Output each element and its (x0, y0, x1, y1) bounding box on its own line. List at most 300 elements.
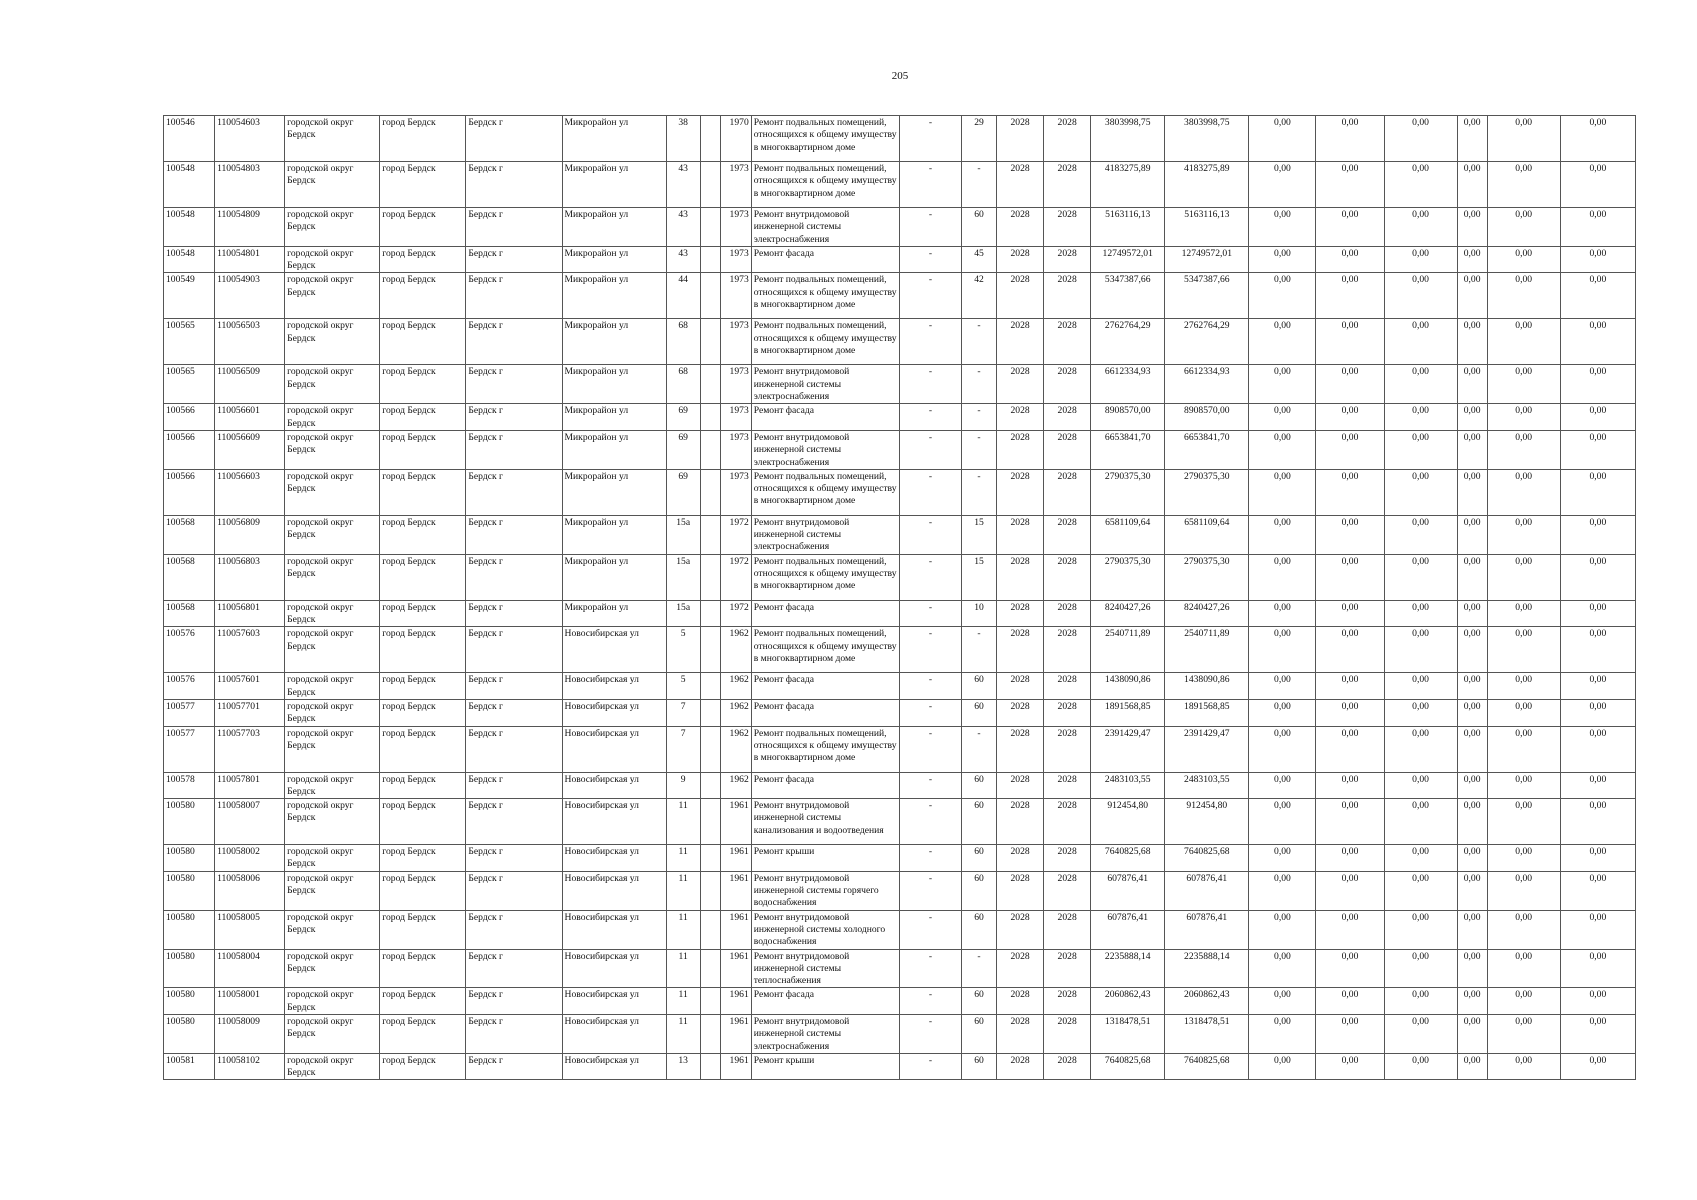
table-row (164, 871, 1636, 910)
house-number-cell: 38 (666, 116, 700, 162)
mark-cell: - (899, 1053, 961, 1080)
work-code-cell: 110057603 (215, 627, 285, 673)
locality-cell: Бердск г (466, 726, 562, 772)
plan-year-to-cell: 2028 (1044, 430, 1091, 469)
fund-3-cell: 0,00 (1384, 726, 1457, 772)
fund-6-cell: 0,00 (1560, 554, 1635, 600)
fund-3-cell: 0,00 (1384, 910, 1457, 949)
table-row (164, 799, 1636, 845)
row-id-cell: 100568 (164, 515, 215, 554)
city-cell: город Бердск (380, 772, 466, 799)
city-cell: город Бердск (380, 726, 466, 772)
house-number-cell: 9 (666, 772, 700, 799)
fund-4-cell: 0,00 (1457, 116, 1487, 162)
plan-year-to-cell: 2028 (1044, 772, 1091, 799)
fund-3-cell: 0,00 (1384, 699, 1457, 726)
table-row (164, 673, 1636, 700)
district-cell: городской округ Бердск (285, 799, 380, 845)
wear-cell: - (962, 365, 997, 404)
plan-year-to-cell: 2028 (1044, 673, 1091, 700)
fund-5-cell: 0,00 (1487, 726, 1560, 772)
house-number-cell: 15а (666, 515, 700, 554)
house-number-cell: 11 (666, 799, 700, 845)
fund-1-cell: 0,00 (1249, 430, 1316, 469)
house-number-cell: 69 (666, 404, 700, 431)
district-cell: городской округ Бердск (285, 365, 380, 404)
fund-1-cell: 0,00 (1249, 910, 1316, 949)
work-type-cell: Ремонт фасада (751, 673, 899, 700)
build-year-cell: 1961 (720, 1014, 751, 1053)
work-type-cell: Ремонт подвальных помещений, относящихся к общему имуществу в многоквартирном доме (751, 273, 899, 319)
fund-6-cell: 0,00 (1560, 910, 1635, 949)
mark-cell: - (899, 871, 961, 910)
fund-2-cell: 0,00 (1316, 1014, 1384, 1053)
row-id-cell: 100566 (164, 469, 215, 515)
build-year-cell: 1973 (720, 208, 751, 247)
table-row (164, 430, 1636, 469)
work-code-cell: 110054809 (215, 208, 285, 247)
table-row (164, 845, 1636, 872)
work-type-cell: Ремонт фасада (751, 988, 899, 1015)
plan-year-to-cell: 2028 (1044, 871, 1091, 910)
street-cell: Новосибирская ул (562, 1053, 666, 1080)
locality-cell: Бердск г (466, 871, 562, 910)
fund-3-cell: 0,00 (1384, 627, 1457, 673)
district-cell: городской округ Бердск (285, 949, 380, 988)
plan-year-to-cell: 2028 (1044, 319, 1091, 365)
house-number-cell: 11 (666, 1014, 700, 1053)
total-cost-cell: 1438090,86 (1165, 673, 1249, 700)
house-number-cell: 11 (666, 871, 700, 910)
work-code-cell: 110058009 (215, 1014, 285, 1053)
total-cost-cell: 6653841,70 (1165, 430, 1249, 469)
mark-cell: - (899, 673, 961, 700)
district-cell: городской округ Бердск (285, 162, 380, 208)
plan-year-to-cell: 2028 (1044, 799, 1091, 845)
fund-3-cell: 0,00 (1384, 162, 1457, 208)
work-type-cell: Ремонт внутридомовой инженерной системы горячего водоснабжения (751, 871, 899, 910)
wear-cell: 60 (962, 1053, 997, 1080)
row-id-cell: 100548 (164, 208, 215, 247)
fund-6-cell: 0,00 (1560, 273, 1635, 319)
work-type-cell: Ремонт фасада (751, 404, 899, 431)
house-number-cell: 68 (666, 319, 700, 365)
work-type-cell: Ремонт внутридомовой инженерной системы электроснабжения (751, 365, 899, 404)
fund-3-cell: 0,00 (1384, 273, 1457, 319)
street-cell: Микрорайон ул (562, 404, 666, 431)
fund-2-cell: 0,00 (1316, 673, 1384, 700)
district-cell: городской округ Бердск (285, 404, 380, 431)
cost-cell: 607876,41 (1091, 910, 1165, 949)
locality-cell: Бердск г (466, 246, 562, 273)
plan-year-from-cell: 2028 (997, 246, 1044, 273)
work-type-cell: Ремонт внутридомовой инженерной системы электроснабжения (751, 208, 899, 247)
extra-cell (700, 910, 720, 949)
fund-4-cell: 0,00 (1457, 469, 1487, 515)
plan-year-from-cell: 2028 (997, 910, 1044, 949)
build-year-cell: 1973 (720, 469, 751, 515)
mark-cell: - (899, 554, 961, 600)
district-cell: городской округ Бердск (285, 871, 380, 910)
build-year-cell: 1973 (720, 404, 751, 431)
fund-3-cell: 0,00 (1384, 949, 1457, 988)
total-cost-cell: 6612334,93 (1165, 365, 1249, 404)
table-row (164, 988, 1636, 1015)
mark-cell: - (899, 319, 961, 365)
fund-2-cell: 0,00 (1316, 554, 1384, 600)
build-year-cell: 1972 (720, 515, 751, 554)
fund-2-cell: 0,00 (1316, 699, 1384, 726)
mark-cell: - (899, 208, 961, 247)
work-code-cell: 110058004 (215, 949, 285, 988)
total-cost-cell: 2235888,14 (1165, 949, 1249, 988)
work-type-cell: Ремонт внутридомовой инженерной системы канализования и водоотведения (751, 799, 899, 845)
plan-year-from-cell: 2028 (997, 871, 1044, 910)
fund-5-cell: 0,00 (1487, 910, 1560, 949)
wear-cell: 60 (962, 871, 997, 910)
total-cost-cell: 1318478,51 (1165, 1014, 1249, 1053)
fund-3-cell: 0,00 (1384, 600, 1457, 627)
table-row (164, 554, 1636, 600)
district-cell: городской округ Бердск (285, 430, 380, 469)
fund-2-cell: 0,00 (1316, 116, 1384, 162)
district-cell: городской округ Бердск (285, 699, 380, 726)
total-cost-cell: 2391429,47 (1165, 726, 1249, 772)
fund-1-cell: 0,00 (1249, 208, 1316, 247)
extra-cell (700, 726, 720, 772)
plan-year-from-cell: 2028 (997, 273, 1044, 319)
fund-4-cell: 0,00 (1457, 1053, 1487, 1080)
fund-1-cell: 0,00 (1249, 871, 1316, 910)
build-year-cell: 1962 (720, 699, 751, 726)
total-cost-cell: 3803998,75 (1165, 116, 1249, 162)
fund-1-cell: 0,00 (1249, 554, 1316, 600)
build-year-cell: 1962 (720, 673, 751, 700)
house-number-cell: 11 (666, 949, 700, 988)
row-id-cell: 100548 (164, 162, 215, 208)
locality-cell: Бердск г (466, 600, 562, 627)
plan-year-to-cell: 2028 (1044, 627, 1091, 673)
fund-4-cell: 0,00 (1457, 365, 1487, 404)
wear-cell: - (962, 404, 997, 431)
row-id-cell: 100546 (164, 116, 215, 162)
cost-cell: 2235888,14 (1091, 949, 1165, 988)
fund-3-cell: 0,00 (1384, 515, 1457, 554)
street-cell: Новосибирская ул (562, 799, 666, 845)
cost-cell: 2790375,30 (1091, 554, 1165, 600)
fund-4-cell: 0,00 (1457, 273, 1487, 319)
table-row (164, 208, 1636, 247)
total-cost-cell: 2483103,55 (1165, 772, 1249, 799)
city-cell: город Бердск (380, 319, 466, 365)
fund-6-cell: 0,00 (1560, 871, 1635, 910)
build-year-cell: 1962 (720, 772, 751, 799)
extra-cell (700, 772, 720, 799)
table-row (164, 116, 1636, 162)
plan-year-from-cell: 2028 (997, 554, 1044, 600)
street-cell: Новосибирская ул (562, 699, 666, 726)
fund-3-cell: 0,00 (1384, 469, 1457, 515)
work-code-cell: 110057703 (215, 726, 285, 772)
build-year-cell: 1961 (720, 871, 751, 910)
cost-cell: 912454,80 (1091, 799, 1165, 845)
total-cost-cell: 7640825,68 (1165, 845, 1249, 872)
plan-year-from-cell: 2028 (997, 116, 1044, 162)
work-code-cell: 110054803 (215, 162, 285, 208)
fund-1-cell: 0,00 (1249, 1014, 1316, 1053)
build-year-cell: 1973 (720, 365, 751, 404)
table-row (164, 404, 1636, 431)
total-cost-cell: 4183275,89 (1165, 162, 1249, 208)
fund-5-cell: 0,00 (1487, 404, 1560, 431)
wear-cell: - (962, 430, 997, 469)
table-row (164, 365, 1636, 404)
cost-cell: 5163116,13 (1091, 208, 1165, 247)
fund-3-cell: 0,00 (1384, 871, 1457, 910)
mark-cell: - (899, 515, 961, 554)
build-year-cell: 1961 (720, 988, 751, 1015)
fund-1-cell: 0,00 (1249, 116, 1316, 162)
district-cell: городской округ Бердск (285, 1014, 380, 1053)
fund-6-cell: 0,00 (1560, 799, 1635, 845)
city-cell: город Бердск (380, 949, 466, 988)
table-body (164, 116, 1636, 1080)
wear-cell: - (962, 949, 997, 988)
fund-4-cell: 0,00 (1457, 1014, 1487, 1053)
wear-cell: 60 (962, 799, 997, 845)
city-cell: город Бердск (380, 246, 466, 273)
fund-6-cell: 0,00 (1560, 430, 1635, 469)
house-number-cell: 15а (666, 600, 700, 627)
house-number-cell: 11 (666, 988, 700, 1015)
plan-year-to-cell: 2028 (1044, 116, 1091, 162)
wear-cell: 15 (962, 515, 997, 554)
row-id-cell: 100580 (164, 949, 215, 988)
house-number-cell: 43 (666, 246, 700, 273)
fund-1-cell: 0,00 (1249, 699, 1316, 726)
extra-cell (700, 845, 720, 872)
plan-year-to-cell: 2028 (1044, 162, 1091, 208)
fund-5-cell: 0,00 (1487, 116, 1560, 162)
row-id-cell: 100580 (164, 799, 215, 845)
fund-1-cell: 0,00 (1249, 1053, 1316, 1080)
city-cell: город Бердск (380, 365, 466, 404)
work-code-cell: 110054603 (215, 116, 285, 162)
extra-cell (700, 273, 720, 319)
mark-cell: - (899, 469, 961, 515)
district-cell: городской округ Бердск (285, 988, 380, 1015)
build-year-cell: 1973 (720, 246, 751, 273)
fund-4-cell: 0,00 (1457, 246, 1487, 273)
mark-cell: - (899, 404, 961, 431)
extra-cell (700, 116, 720, 162)
work-type-cell: Ремонт подвальных помещений, относящихся к общему имуществу в многоквартирном доме (751, 554, 899, 600)
house-number-cell: 7 (666, 699, 700, 726)
fund-5-cell: 0,00 (1487, 799, 1560, 845)
fund-2-cell: 0,00 (1316, 246, 1384, 273)
work-type-cell: Ремонт подвальных помещений, относящихся к общему имуществу в многоквартирном доме (751, 319, 899, 365)
fund-3-cell: 0,00 (1384, 116, 1457, 162)
fund-6-cell: 0,00 (1560, 845, 1635, 872)
street-cell: Микрорайон ул (562, 162, 666, 208)
extra-cell (700, 600, 720, 627)
plan-year-from-cell: 2028 (997, 1014, 1044, 1053)
street-cell: Новосибирская ул (562, 871, 666, 910)
fund-3-cell: 0,00 (1384, 554, 1457, 600)
mark-cell: - (899, 1014, 961, 1053)
plan-year-from-cell: 2028 (997, 799, 1044, 845)
locality-cell: Бердск г (466, 469, 562, 515)
row-id-cell: 100578 (164, 772, 215, 799)
fund-6-cell: 0,00 (1560, 772, 1635, 799)
plan-year-from-cell: 2028 (997, 319, 1044, 365)
cost-cell: 6653841,70 (1091, 430, 1165, 469)
city-cell: город Бердск (380, 799, 466, 845)
fund-3-cell: 0,00 (1384, 799, 1457, 845)
district-cell: городской округ Бердск (285, 1053, 380, 1080)
work-code-cell: 110054801 (215, 246, 285, 273)
house-number-cell: 7 (666, 726, 700, 772)
fund-3-cell: 0,00 (1384, 1053, 1457, 1080)
street-cell: Новосибирская ул (562, 726, 666, 772)
locality-cell: Бердск г (466, 273, 562, 319)
table-row (164, 246, 1636, 273)
extra-cell (700, 799, 720, 845)
build-year-cell: 1961 (720, 910, 751, 949)
row-id-cell: 100581 (164, 1053, 215, 1080)
district-cell: городской округ Бердск (285, 273, 380, 319)
fund-2-cell: 0,00 (1316, 469, 1384, 515)
fund-4-cell: 0,00 (1457, 910, 1487, 949)
fund-2-cell: 0,00 (1316, 430, 1384, 469)
work-type-cell: Ремонт внутридомовой инженерной системы электроснабжения (751, 430, 899, 469)
build-year-cell: 1961 (720, 845, 751, 872)
total-cost-cell: 2790375,30 (1165, 469, 1249, 515)
fund-2-cell: 0,00 (1316, 319, 1384, 365)
fund-5-cell: 0,00 (1487, 600, 1560, 627)
extra-cell (700, 246, 720, 273)
street-cell: Новосибирская ул (562, 988, 666, 1015)
fund-1-cell: 0,00 (1249, 469, 1316, 515)
locality-cell: Бердск г (466, 554, 562, 600)
cost-cell: 7640825,68 (1091, 1053, 1165, 1080)
locality-cell: Бердск г (466, 627, 562, 673)
house-number-cell: 5 (666, 673, 700, 700)
fund-5-cell: 0,00 (1487, 871, 1560, 910)
city-cell: город Бердск (380, 515, 466, 554)
row-id-cell: 100549 (164, 273, 215, 319)
plan-year-to-cell: 2028 (1044, 949, 1091, 988)
city-cell: город Бердск (380, 845, 466, 872)
district-cell: городской округ Бердск (285, 673, 380, 700)
fund-6-cell: 0,00 (1560, 162, 1635, 208)
fund-2-cell: 0,00 (1316, 988, 1384, 1015)
city-cell: город Бердск (380, 627, 466, 673)
plan-year-to-cell: 2028 (1044, 1053, 1091, 1080)
work-type-cell: Ремонт крыши (751, 845, 899, 872)
table-row (164, 627, 1636, 673)
plan-year-from-cell: 2028 (997, 162, 1044, 208)
city-cell: город Бердск (380, 162, 466, 208)
table-row (164, 162, 1636, 208)
fund-1-cell: 0,00 (1249, 162, 1316, 208)
fund-3-cell: 0,00 (1384, 246, 1457, 273)
city-cell: город Бердск (380, 600, 466, 627)
row-id-cell: 100576 (164, 673, 215, 700)
wear-cell: 60 (962, 988, 997, 1015)
plan-year-from-cell: 2028 (997, 1053, 1044, 1080)
plan-year-from-cell: 2028 (997, 726, 1044, 772)
fund-2-cell: 0,00 (1316, 871, 1384, 910)
wear-cell: - (962, 162, 997, 208)
work-code-cell: 110058002 (215, 845, 285, 872)
extra-cell (700, 949, 720, 988)
fund-1-cell: 0,00 (1249, 600, 1316, 627)
mark-cell: - (899, 988, 961, 1015)
total-cost-cell: 8908570,00 (1165, 404, 1249, 431)
city-cell: город Бердск (380, 1053, 466, 1080)
fund-6-cell: 0,00 (1560, 246, 1635, 273)
district-cell: городской округ Бердск (285, 246, 380, 273)
fund-3-cell: 0,00 (1384, 430, 1457, 469)
locality-cell: Бердск г (466, 365, 562, 404)
work-code-cell: 110058001 (215, 988, 285, 1015)
cost-cell: 8240427,26 (1091, 600, 1165, 627)
table-row (164, 699, 1636, 726)
house-number-cell: 69 (666, 469, 700, 515)
wear-cell: - (962, 319, 997, 365)
fund-3-cell: 0,00 (1384, 319, 1457, 365)
fund-6-cell: 0,00 (1560, 469, 1635, 515)
work-type-cell: Ремонт фасада (751, 600, 899, 627)
fund-4-cell: 0,00 (1457, 404, 1487, 431)
work-code-cell: 110056801 (215, 600, 285, 627)
extra-cell (700, 162, 720, 208)
locality-cell: Бердск г (466, 430, 562, 469)
district-cell: городской округ Бердск (285, 910, 380, 949)
extra-cell (700, 404, 720, 431)
fund-4-cell: 0,00 (1457, 554, 1487, 600)
total-cost-cell: 607876,41 (1165, 910, 1249, 949)
row-id-cell: 100580 (164, 1014, 215, 1053)
cost-cell: 1891568,85 (1091, 699, 1165, 726)
fund-6-cell: 0,00 (1560, 600, 1635, 627)
fund-6-cell: 0,00 (1560, 365, 1635, 404)
fund-4-cell: 0,00 (1457, 726, 1487, 772)
fund-4-cell: 0,00 (1457, 319, 1487, 365)
city-cell: город Бердск (380, 404, 466, 431)
fund-5-cell: 0,00 (1487, 1014, 1560, 1053)
plan-year-to-cell: 2028 (1044, 365, 1091, 404)
fund-2-cell: 0,00 (1316, 949, 1384, 988)
row-id-cell: 100577 (164, 726, 215, 772)
build-year-cell: 1961 (720, 949, 751, 988)
table-row (164, 273, 1636, 319)
fund-1-cell: 0,00 (1249, 845, 1316, 872)
city-cell: город Бердск (380, 1014, 466, 1053)
city-cell: город Бердск (380, 273, 466, 319)
district-cell: городской округ Бердск (285, 208, 380, 247)
cost-cell: 4183275,89 (1091, 162, 1165, 208)
fund-3-cell: 0,00 (1384, 404, 1457, 431)
work-code-cell: 110056803 (215, 554, 285, 600)
fund-1-cell: 0,00 (1249, 627, 1316, 673)
fund-4-cell: 0,00 (1457, 845, 1487, 872)
fund-2-cell: 0,00 (1316, 726, 1384, 772)
locality-cell: Бердск г (466, 1053, 562, 1080)
total-cost-cell: 1891568,85 (1165, 699, 1249, 726)
fund-2-cell: 0,00 (1316, 799, 1384, 845)
